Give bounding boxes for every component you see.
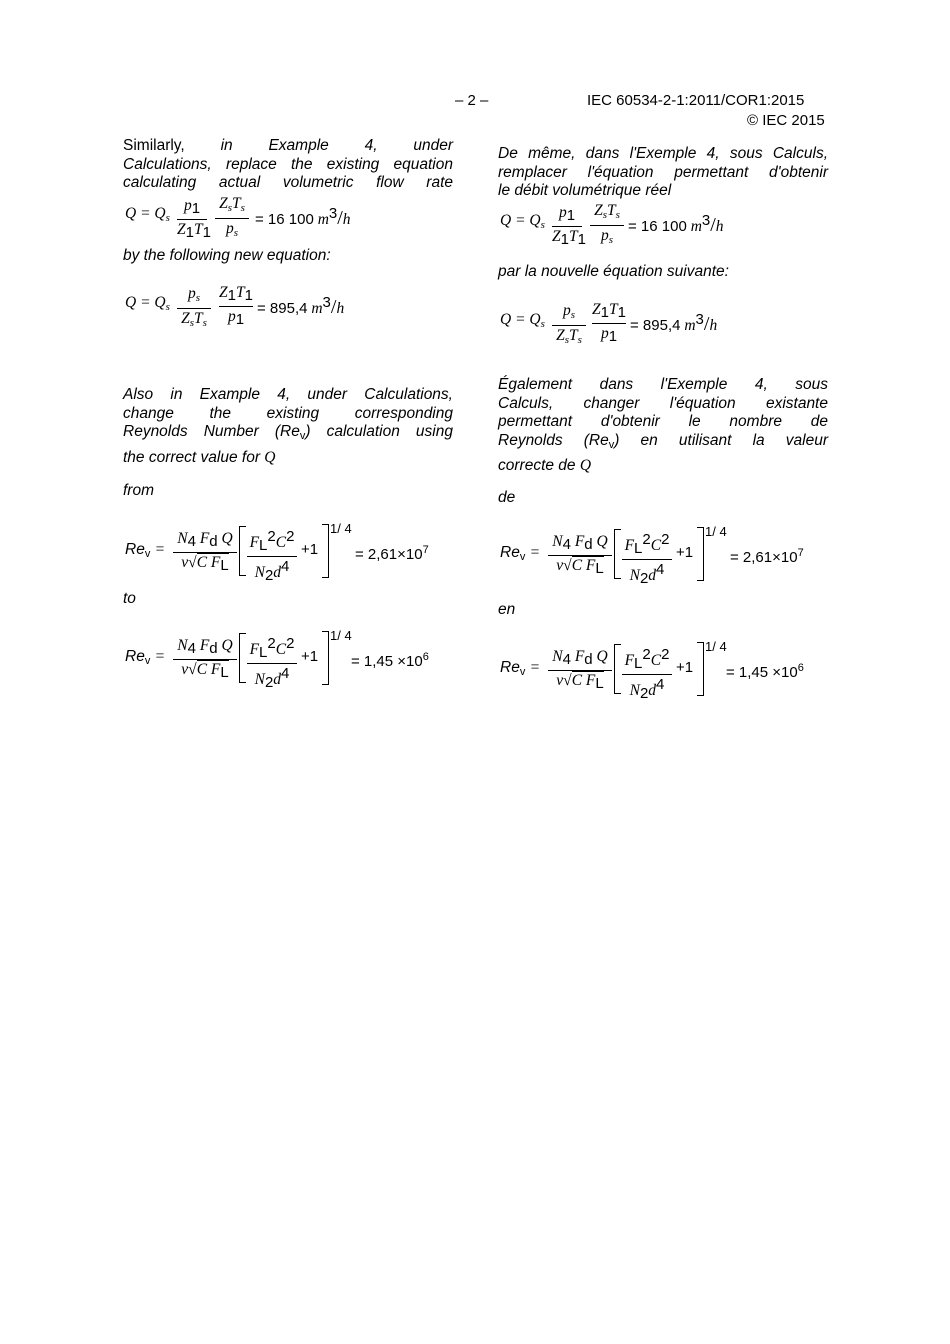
en-equation-1: $Q = Q_s$ p1 Z1T1 $Z_sT_s$ $p_s$ = 16 100 m3/h: [125, 195, 351, 241]
en-paragraph-1: [123, 137, 453, 193]
document-id: IEC 60534-2-1:2011/COR1:2015: [587, 92, 805, 109]
en-from-label: from: [123, 482, 154, 499]
en-p1-line1-start: Similarly,: [123, 137, 185, 154]
en-p1-line3: calculating actual volumetric flow rate: [123, 174, 453, 191]
en-p1-line2: Calculations, replace the existing equation: [123, 155, 453, 173]
fr-equation-4: $Re_v$ = N4 Fd Q ν√C FL FL2C2 N2d4 +1 1/ 4 = $1,45 \times 10^6$: [500, 639, 804, 702]
en-equation-2: $Q = Q_s$ $p_s$ $Z_sT_s$ Z1T1 p1 = 895,4 m3/h: [125, 284, 345, 329]
fr-equation-2: $Q = Q_s$ $p_s$ $Z_sT_s$ Z1T1 p1 = 895,4 m3/h: [500, 301, 718, 346]
fr-to-label: en: [498, 601, 516, 618]
fr-from-label: de: [498, 489, 516, 506]
fr-equation-3: $Re_v$ = N4 Fd Q ν√C FL FL2C2 N2d4 +1 1/ 4 = $2,61\times 10^7$: [500, 524, 804, 587]
fr-paragraph-3: Également dans l'Exemple 4, sous Calculs, changer l'équation existante permettant d'obtenir le nombre de Reynolds $(Re_v)$ en utilisant la valeur correcte de Q: [498, 376, 828, 474]
fr-paragraph-1: De même, dans l'Exemple 4, sous Calculs, remplacer l'équation permettant d'obtenir le débit volumétrique réel: [498, 145, 828, 199]
en-paragraph-3: Also in Example 4, under Calculations, change the existing corresponding Reynolds Number $(Re_v)$ calculation using the correct value for Q: [123, 386, 453, 466]
fr-paragraph-2: par la nouvelle équation suivante:: [498, 263, 729, 280]
en-paragraph-2: by the following new equation:: [123, 247, 331, 264]
page-number: – 2 –: [455, 92, 489, 109]
fr-equation-1: $Q = Q_s$ p1 Z1T1 $Z_sT_s$ $p_s$ = 16 100 m3/h: [500, 202, 724, 248]
en-equation-4: $Re_v$ = N4 Fd Q ν√C FL FL2C2 N2d4 +1 1/ 4 = $1,45 \times 10^6$: [125, 628, 429, 691]
en-to-label: to: [123, 590, 136, 607]
copyright: © IEC 2015: [747, 112, 825, 129]
en-p1-line1-end: in Example 4, under: [220, 137, 454, 154]
en-equation-3: $Re_v$ = N4 Fd Q ν√C FL FL2C2 N2d4 +1 1/ 4 = $2,61\times 10^7$: [125, 521, 429, 584]
